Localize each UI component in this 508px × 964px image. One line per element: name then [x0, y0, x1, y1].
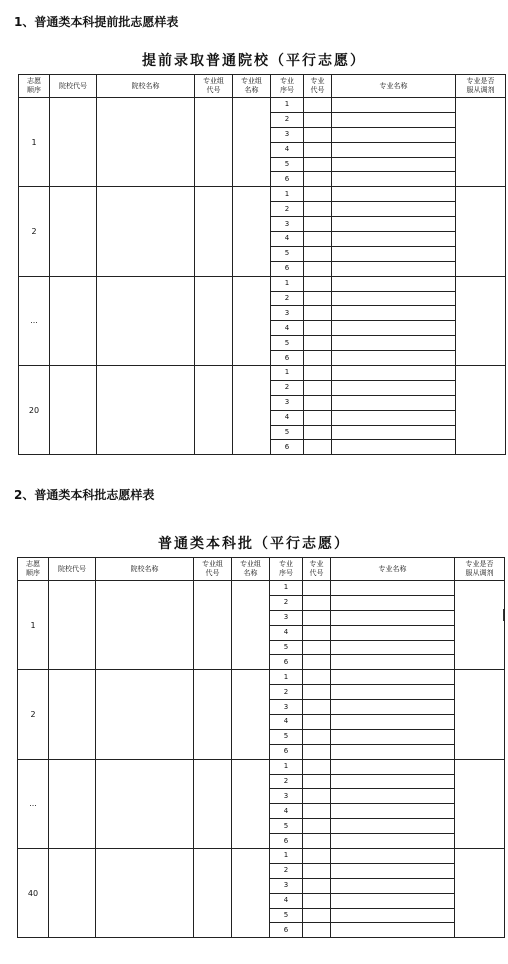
major-code-cell	[303, 670, 331, 685]
major-code-cell	[303, 685, 331, 700]
col-group-code-cell	[194, 849, 232, 938]
col-school-code-cell	[50, 276, 97, 365]
major-code-cell	[304, 395, 332, 410]
major-name-cell	[331, 655, 455, 670]
major-name-cell	[331, 908, 455, 923]
major-index-cell: 6	[271, 261, 304, 276]
col-school-code-cell	[50, 366, 97, 455]
col-group-code-cell	[194, 759, 232, 848]
major-index-cell: 5	[270, 819, 303, 834]
major-code-cell	[304, 410, 332, 425]
major-name-cell	[331, 670, 455, 685]
major-name-cell	[332, 425, 456, 440]
major-name-cell	[332, 217, 456, 232]
major-code-cell	[304, 306, 332, 321]
major-index-cell: 6	[270, 923, 303, 938]
col-group-code-cell	[194, 581, 232, 670]
major-index-cell: 6	[271, 351, 304, 366]
major-name-cell	[331, 819, 455, 834]
major-index-cell: 6	[270, 655, 303, 670]
major-name-cell	[332, 202, 456, 217]
major-index-cell: 4	[271, 321, 304, 336]
table-row	[19, 276, 506, 291]
col-school-name-cell	[96, 759, 194, 848]
major-code-cell	[303, 863, 331, 878]
major-code-cell	[303, 625, 331, 640]
major-name-cell	[331, 595, 455, 610]
table-row	[18, 849, 505, 864]
major-code-cell	[304, 321, 332, 336]
major-index-cell: 2	[270, 685, 303, 700]
col-school-name-cell	[97, 98, 195, 187]
major-code-cell	[304, 276, 332, 291]
major-name-cell	[331, 700, 455, 715]
major-index-cell: 3	[270, 700, 303, 715]
col-group-name-cell	[233, 187, 271, 276]
major-index-cell: 5	[271, 157, 304, 172]
major-index-cell: 5	[270, 640, 303, 655]
major-name-cell	[332, 276, 456, 291]
table-row	[19, 366, 506, 381]
col-group-name-cell	[232, 759, 270, 848]
major-name-cell	[332, 336, 456, 351]
major-index-cell: 1	[271, 187, 304, 202]
col-school-code-cell	[49, 849, 96, 938]
major-code-cell	[303, 849, 331, 864]
col-group-name-cell	[232, 670, 270, 759]
col-group-code-cell	[194, 670, 232, 759]
major-index-cell: 1	[271, 98, 304, 113]
col-group-name-cell	[232, 581, 270, 670]
major-index-cell: 1	[271, 366, 304, 381]
major-code-cell	[304, 157, 332, 172]
col-major-name-header: 专业名称	[332, 75, 456, 98]
major-index-cell: 4	[270, 893, 303, 908]
major-name-cell	[332, 380, 456, 395]
adjust-cell	[456, 276, 506, 365]
major-name-cell	[331, 774, 455, 789]
major-index-cell: 6	[270, 834, 303, 849]
adjust-cell	[455, 759, 505, 848]
col-group-code-cell	[195, 276, 233, 365]
major-name-cell	[331, 923, 455, 938]
major-name-cell	[331, 715, 455, 730]
major-name-cell	[332, 321, 456, 336]
adjust-cell	[455, 581, 505, 670]
col-major-index-header: 专业 序号	[271, 75, 304, 98]
major-code-cell	[303, 774, 331, 789]
adjust-cell	[456, 98, 506, 187]
major-name-cell	[332, 157, 456, 172]
volunteer-order-cell: 40	[18, 849, 49, 938]
major-index-cell: 3	[271, 395, 304, 410]
edge-mark	[503, 609, 504, 621]
table-row	[19, 98, 506, 113]
major-name-cell	[331, 863, 455, 878]
volunteer-order-cell: 1	[18, 581, 49, 670]
major-code-cell	[304, 172, 332, 187]
col-major-name-header: 专业名称	[331, 558, 455, 581]
major-code-cell	[304, 98, 332, 113]
volunteer-order-cell: 2	[19, 187, 50, 276]
major-index-cell: 1	[271, 276, 304, 291]
adjust-cell	[456, 366, 506, 455]
col-group-name-cell	[232, 849, 270, 938]
major-index-cell: 4	[270, 804, 303, 819]
major-code-cell	[304, 366, 332, 381]
major-code-cell	[304, 351, 332, 366]
col-group-name-header: 专业组 名称	[233, 75, 271, 98]
col-order-header: 志愿 顺序	[19, 75, 50, 98]
major-index-cell: 3	[270, 878, 303, 893]
major-code-cell	[304, 202, 332, 217]
col-group-code-cell	[195, 187, 233, 276]
adjust-cell	[455, 670, 505, 759]
major-name-cell	[332, 306, 456, 321]
major-index-cell: 2	[271, 202, 304, 217]
major-code-cell	[304, 217, 332, 232]
major-code-cell	[303, 893, 331, 908]
major-code-cell	[304, 261, 332, 276]
col-school-code-cell	[49, 581, 96, 670]
major-index-cell: 4	[271, 142, 304, 157]
major-name-cell	[331, 744, 455, 759]
major-index-cell: 5	[270, 729, 303, 744]
col-school-name-cell	[97, 187, 195, 276]
section1-table-title: 提前录取普通院校（平行志愿）	[142, 53, 366, 69]
major-code-cell	[304, 440, 332, 455]
major-name-cell	[331, 804, 455, 819]
major-code-cell	[303, 804, 331, 819]
col-group-code-header: 专业组 代号	[195, 75, 233, 98]
major-name-cell	[332, 395, 456, 410]
section2-volunteer-table	[17, 557, 505, 938]
major-name-cell	[331, 893, 455, 908]
table-row	[19, 187, 506, 202]
major-code-cell	[304, 142, 332, 157]
section1-heading: 1、普通类本科提前批志愿样表	[14, 15, 179, 29]
major-code-cell	[303, 640, 331, 655]
col-major-index-header: 专业 序号	[270, 558, 303, 581]
major-code-cell	[303, 729, 331, 744]
major-name-cell	[332, 366, 456, 381]
major-index-cell: 3	[270, 610, 303, 625]
major-index-cell: 2	[271, 291, 304, 306]
major-index-cell: 4	[271, 232, 304, 247]
major-index-cell: 2	[270, 863, 303, 878]
major-name-cell	[331, 789, 455, 804]
col-school-code-header: 院校代号	[50, 75, 97, 98]
col-group-name-cell	[233, 276, 271, 365]
col-group-code-cell	[195, 98, 233, 187]
major-name-cell	[331, 759, 455, 774]
col-group-name-cell	[233, 366, 271, 455]
major-name-cell	[331, 640, 455, 655]
col-major-code-header: 专业 代号	[303, 558, 331, 581]
major-index-cell: 6	[270, 744, 303, 759]
major-index-cell: 3	[270, 789, 303, 804]
major-code-cell	[303, 789, 331, 804]
major-name-cell	[332, 291, 456, 306]
major-name-cell	[331, 878, 455, 893]
major-code-cell	[303, 759, 331, 774]
major-index-cell: 1	[270, 849, 303, 864]
major-name-cell	[331, 581, 455, 596]
adjust-cell	[455, 849, 505, 938]
major-code-cell	[303, 595, 331, 610]
major-code-cell	[304, 425, 332, 440]
major-index-cell: 4	[270, 625, 303, 640]
major-index-cell: 1	[270, 759, 303, 774]
section2-heading: 2、普通类本科批志愿样表	[14, 488, 155, 502]
major-name-cell	[332, 410, 456, 425]
volunteer-order-cell: 1	[19, 98, 50, 187]
major-name-cell	[332, 112, 456, 127]
major-index-cell: 6	[271, 440, 304, 455]
col-adjust-header: 专业是否 服从调剂	[456, 75, 506, 98]
section2-table-title: 普通类本科批（平行志愿）	[158, 536, 350, 552]
major-code-cell	[303, 715, 331, 730]
major-code-cell	[303, 878, 331, 893]
major-name-cell	[332, 246, 456, 261]
major-index-cell: 5	[271, 425, 304, 440]
major-index-cell: 2	[270, 595, 303, 610]
major-code-cell	[303, 700, 331, 715]
major-index-cell: 1	[270, 581, 303, 596]
major-name-cell	[331, 834, 455, 849]
col-school-code-header: 院校代号	[49, 558, 96, 581]
volunteer-order-cell: ...	[18, 759, 49, 848]
col-school-name-cell	[97, 366, 195, 455]
table-row	[18, 581, 505, 596]
col-school-name-header: 院校名称	[97, 75, 195, 98]
col-group-code-cell	[195, 366, 233, 455]
major-name-cell	[332, 187, 456, 202]
col-major-code-header: 专业 代号	[304, 75, 332, 98]
major-code-cell	[304, 187, 332, 202]
col-school-code-cell	[50, 187, 97, 276]
major-index-cell: 5	[271, 336, 304, 351]
major-code-cell	[303, 610, 331, 625]
col-school-name-cell	[96, 849, 194, 938]
major-index-cell: 4	[270, 715, 303, 730]
col-group-code-header: 专业组 代号	[194, 558, 232, 581]
major-name-cell	[332, 142, 456, 157]
major-name-cell	[331, 849, 455, 864]
major-index-cell: 5	[270, 908, 303, 923]
major-name-cell	[332, 261, 456, 276]
major-code-cell	[304, 127, 332, 142]
major-name-cell	[331, 729, 455, 744]
major-code-cell	[303, 581, 331, 596]
table-row	[18, 759, 505, 774]
major-name-cell	[331, 610, 455, 625]
section1-volunteer-table	[18, 74, 506, 455]
major-name-cell	[332, 232, 456, 247]
col-school-name-header: 院校名称	[96, 558, 194, 581]
major-code-cell	[303, 923, 331, 938]
major-code-cell	[304, 246, 332, 261]
major-code-cell	[304, 380, 332, 395]
major-index-cell: 2	[271, 380, 304, 395]
col-group-name-cell	[233, 98, 271, 187]
major-index-cell: 3	[271, 217, 304, 232]
major-code-cell	[304, 112, 332, 127]
table-row	[18, 670, 505, 685]
col-school-name-cell	[96, 670, 194, 759]
major-code-cell	[304, 232, 332, 247]
major-code-cell	[304, 291, 332, 306]
major-index-cell: 1	[270, 670, 303, 685]
volunteer-order-cell: 20	[19, 366, 50, 455]
volunteer-order-cell: 2	[18, 670, 49, 759]
major-code-cell	[303, 819, 331, 834]
col-school-name-cell	[96, 581, 194, 670]
major-name-cell	[332, 98, 456, 113]
major-name-cell	[332, 172, 456, 187]
major-index-cell: 4	[271, 410, 304, 425]
major-index-cell: 3	[271, 306, 304, 321]
major-name-cell	[331, 625, 455, 640]
major-code-cell	[304, 336, 332, 351]
col-group-name-header: 专业组 名称	[232, 558, 270, 581]
adjust-cell	[456, 187, 506, 276]
major-name-cell	[332, 440, 456, 455]
major-name-cell	[332, 351, 456, 366]
major-index-cell: 3	[271, 127, 304, 142]
major-index-cell: 5	[271, 246, 304, 261]
major-index-cell: 6	[271, 172, 304, 187]
col-school-code-cell	[50, 98, 97, 187]
col-school-name-cell	[97, 276, 195, 365]
col-order-header: 志愿 顺序	[18, 558, 49, 581]
volunteer-order-cell: ...	[19, 276, 50, 365]
major-index-cell: 2	[270, 774, 303, 789]
major-index-cell: 2	[271, 112, 304, 127]
major-code-cell	[303, 744, 331, 759]
col-school-code-cell	[49, 759, 96, 848]
col-school-code-cell	[49, 670, 96, 759]
col-adjust-header: 专业是否 服从调剂	[455, 558, 505, 581]
major-code-cell	[303, 655, 331, 670]
major-code-cell	[303, 834, 331, 849]
major-name-cell	[331, 685, 455, 700]
major-name-cell	[332, 127, 456, 142]
major-code-cell	[303, 908, 331, 923]
